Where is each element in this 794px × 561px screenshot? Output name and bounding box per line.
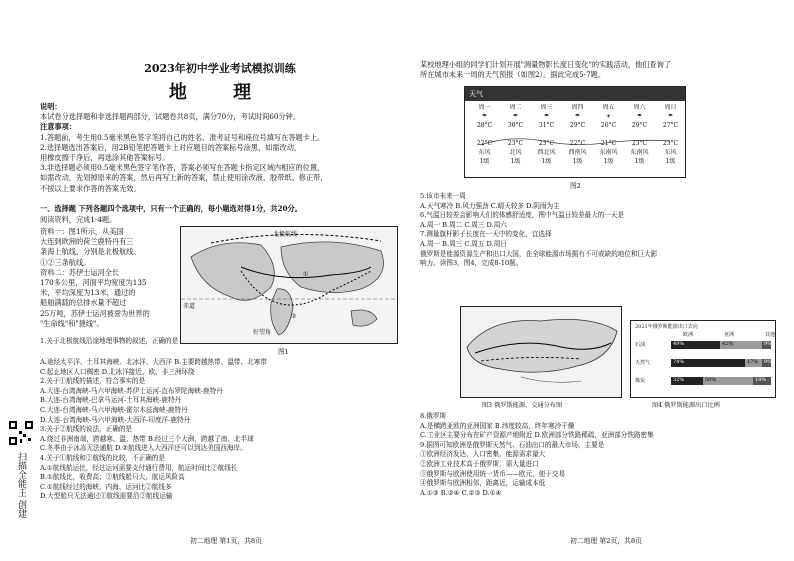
energy-export-chart [630,320,776,398]
weather-day: 周六 [633,104,646,111]
chart-legend [683,331,775,338]
weather-high: 30°C [507,122,524,129]
chart-data-label: 18% [755,377,767,383]
question-line: 8.俄罗斯 [420,412,447,420]
instruction-line: 不按以上要求作答的答案无效。 [40,183,141,193]
page-footer: 初二地理 第2页，共8页 [570,537,642,545]
page-two [420,8,790,556]
question-line: D.大连-台湾海峡-马六甲海峡-大西洋-印度洋-鹿特丹 [40,415,191,424]
weather-low: 21°C [600,140,617,147]
material-text [40,227,176,329]
russia-map-graphic [461,307,621,397]
question-line: B.①航线比，收费高；②航线船只大，航运风险高 [40,473,185,482]
map-label: ② [291,313,297,320]
figure-caption: 图4 俄罗斯能源出口比例 [652,402,720,409]
legend-item: 亚洲 [723,332,734,338]
material-line: 25万吨，苏伊士运河被誉为世界的 [40,308,150,318]
question-line: A.是横跨亚欧的亚洲国家 B.纬度较高，终年寒冷干燥 [420,421,575,430]
question-line: 响力。读图3，图4，完成8-10题。 [420,259,523,268]
chart-data-label: 9% [764,341,772,347]
question-line: 2.关于①航线的描述，符合事实的是 [40,377,146,386]
figure-caption: 图3 俄罗斯能源、交通分布图 [482,402,563,409]
material-line: 资料二：苏伊士运河全长 [40,267,120,277]
question-line: A.周一 B.周三 C.周五 D.周日 [420,239,507,248]
instruction-line: 如需改动，先划掉原来的答案，然后再写上新的答案，禁止使用涂改液、胶带纸、修正带， [40,173,328,183]
weather-level: 1级 [634,158,645,165]
weather-wind: 东南风 [630,149,649,156]
weather-icon: ☀ [605,113,612,120]
intro-line: 某校地理小组的同学们计划开展"测量物影长度日变化"的实践活动，他们查询了 [420,60,671,69]
chart-category-label: 煤炭 [635,378,646,384]
weather-level: 1级 [572,158,583,165]
question-line: 俄罗斯是能源资源生产和出口大国，在全球能源市场拥有不可或缺的地位和巨大影 [420,249,658,258]
question-line: C.起止地区人口稠密 D.北冰洋接近、欧、非三洲环绕 [40,367,195,376]
weather-wind: 东风 [664,149,677,156]
question-line: A.绕过非洲南端，跨越寒、温、热带 B.经过三个大洲，跨越了南、北半球 [40,434,254,443]
chart-bar-segment [703,377,753,385]
qr-code-icon [8,420,34,446]
question-line: A.途经太平洋、土耳其海峡、北冰洋、大西洋 B.主要跨越热带、温带、北寒带 [40,358,267,366]
chart-data-label: 50% [705,377,717,383]
weather-low: 22°C [476,140,493,147]
chart-data-label: 42% [722,341,734,347]
temperature-curve [465,131,685,153]
question-line: 4.关于①航线和②航线的比较，不正确的是 [40,453,165,462]
weather-icon: ☂ [512,113,519,120]
chart-data-label: 74% [673,359,685,365]
question-line: A.①航线航运比，经过运河需要支付通行费用，航运时间比②航线长 [40,463,238,472]
question-line: 9.据图可知欧洲是俄罗斯天然气、石油出口的最大市场，主要是 [420,440,605,449]
map-label: 北极航线 [273,231,298,238]
figure-caption: 图2 [570,182,581,190]
question-line: B.大连-台湾海峡-巴拿马运河-土耳其海峡-鹿特丹 [40,396,182,405]
chart-bar-segment [762,359,771,367]
weather-icon: ☂ [667,113,674,120]
question-line: 5.该市未来一周 [420,192,466,200]
chart-bar-segment [671,359,745,367]
chart-bar-segment [745,359,762,367]
chart-title: 2021年俄罗斯能源出口去向 [635,324,698,330]
map-label: 赤道 [183,303,196,310]
chart-data-label: 49% [673,341,685,347]
question-line: ③俄罗斯与欧洲使用统一货币——欧元，便于交易 [420,469,566,478]
weather-high: 29°C [631,122,648,129]
weather-wind: 东南风 [599,149,618,156]
material-line: 船舶满载的总排水量不超过 [40,298,127,308]
chart-data-label: 17% [747,359,759,365]
question-line: 6.气温日较差会影响人们的体感舒适度，图中气温日较差最大的一天是 [420,211,625,220]
question-line: 1.关于北极航线沿途地理事物的叙述，正确的是 [40,337,179,345]
read-instruction: 阅读资料，完成1-4题。 [40,215,117,224]
weather-icon: ☂ [543,113,550,120]
weather-high: 29°C [569,122,586,129]
chart-data-label: 32% [673,377,685,383]
material-line: ①②三条航线。 [40,257,91,267]
weather-icon: ☂ [481,113,488,120]
material-line: "生命线"和"捷线"。 [40,318,104,328]
intro-line: 所在城市未来一周的天气预报（如图2）。据此完成5-7题。 [420,70,606,80]
weather-wind: 西北风 [537,149,556,156]
instruction-line: 本试卷分选择题和非选择题两部分，试题卷共8页，满分70分，考试时间60分钟。 [40,112,301,122]
instruction-line: 用橡皮擦干净后，再选涂其他答案标号。 [40,153,170,163]
question-line: A.周一 B.周二 C.周三 D.周六 [420,220,507,229]
question-line: C.大连-台湾海峡-马六甲海峡-霍尔木兹海峡-鹿特丹 [40,405,188,414]
question-intro [40,337,180,347]
question-line: A.大连-台湾海峡-马六甲海峡-苏伊士运河-直布罗陀海峡-鹿特丹 [40,386,223,395]
questions-b [420,412,790,498]
map-label: ① [303,271,309,278]
legend-item: 欧洲 [683,332,694,338]
chart-bar-segment [753,377,771,385]
instruction-line: 说明： [40,102,62,111]
chart-bar-segment [671,341,720,349]
intro-text [420,60,790,80]
weather-low: 23°C [631,140,648,147]
weather-low: 23°C [662,140,679,147]
exam-title: 2023年初中学业考试模拟训练 [144,62,296,75]
weather-low: 23°C [538,140,555,147]
question-line: C.冬季由于冰冻无法通航 D.②航线进入大西洋还可以到达美国西海岸。 [40,444,247,453]
instruction-line: 3.非选择题必须用0.5毫米黑色签字笔作答，答案必须写在答题卡指定区域内相应的位置， [40,163,325,173]
question-line: ②欧洲工业技术高于俄罗斯，需大量进口 [420,459,539,468]
legend-item: 其他 [764,332,775,338]
figure-caption: 图1 [278,348,289,356]
weather-icon: ☂ [636,113,643,120]
chart-data-label: 9% [764,359,772,365]
weather-high: 31°C [538,122,555,129]
chart-bar-segment [720,341,762,349]
weather-day: 周四 [571,104,584,111]
question-line: ①欧洲经济发达，人口密集，能源需求量大 [420,450,546,459]
instruction-line: 注意事项： [40,122,76,132]
weather-day: 周一 [478,104,491,111]
chart-category-label: 石油 [635,342,646,348]
material-line: 170多公里，河面平均宽度为135 [40,278,147,288]
question-line: D.大型船只无法通过①航线需要沿②航线运输 [40,492,173,501]
weather-day: 周三 [540,104,553,111]
weather-high: 26°C [600,122,617,129]
subject-title: 地 理 [168,82,272,103]
question-line: 7.测量旗杆影子长度在一天中的变化，宜选择 [420,230,552,239]
weather-level: 1级 [603,158,614,165]
weather-level: 1级 [665,158,676,165]
weather-high: 28°C [476,122,493,129]
question-line: ④俄罗斯与欧洲相邻，距离近，运输成本低 [420,479,546,488]
weather-wind: 东风 [478,149,491,156]
material-line: 资料一：图1所示，从美国 [40,227,124,236]
question-line: C.工业区主要分布在矿产资源产地附近 D.欧洲部分铁路稀疏，亚洲部分铁路密集 [420,431,654,440]
weather-day: 周五 [602,104,615,111]
weather-low: 23°C [507,140,524,147]
weather-low: 22°C [569,140,586,147]
weather-high: 27°C [662,122,679,129]
weather-level: 1级 [541,158,552,165]
questions-block [40,358,400,502]
question-line: C.①航线经过的海峡、内海、运河比②航线多 [40,482,172,491]
question-line: A.①③ B.②④ C.②③ D.①④ [420,488,502,497]
material-line: 米，平均深度为13米，通过的 [40,288,136,298]
map-label: 好望角 [253,329,272,336]
questions-a [420,192,790,269]
weather-wind: 西南风 [568,149,587,156]
weather-day: 周二 [509,104,522,111]
chart-bar-segment [671,377,703,385]
material-line: 大连到欧洲的荷兰鹿特丹有三 [40,237,134,247]
question-line: A.天气寒冷 B.风力强劲 C.晴天较多 D.阴雨为主 [420,201,560,210]
material-line: 条海上航线，分别是北极航线、 [40,247,141,257]
question-line: 3.关于②航线的说法，正确的是 [40,425,133,434]
weather-header: 天气 [465,87,685,101]
section-heading: 一、选择题 下列各题四个选项中，只有一个正确的，每小题选对得1分，共20分。 [40,204,302,213]
chart-bar-segment [762,341,771,349]
weather-wind: 北风 [509,149,522,156]
weather-icon: ☂ [574,113,581,120]
world-map-graphic [181,227,397,343]
page-one [40,8,400,556]
scanner-watermark: 扫描全能王 创建 [16,452,26,518]
instruction-line: 2.选择题选出答案后，用2B铅笔把答题卡上对应题目的答案标号涂黑，如需改动， [40,142,302,152]
route-map-figure [180,226,398,344]
weather-level: 1级 [510,158,521,165]
russia-energy-map [460,306,622,398]
weather-day: 周日 [664,104,677,111]
weather-level: 1级 [479,158,490,165]
instructions [40,102,400,194]
weather-forecast-figure [464,86,686,178]
chart-category-label: 天然气 [635,360,651,366]
page-footer: 初二地理 第1页，共8页 [190,537,262,545]
instruction-line: 1.答题前，考生用0.5毫米黑色签字笔将自己的姓名、准考证号和座位号填写在答题卡上。 [40,132,325,142]
